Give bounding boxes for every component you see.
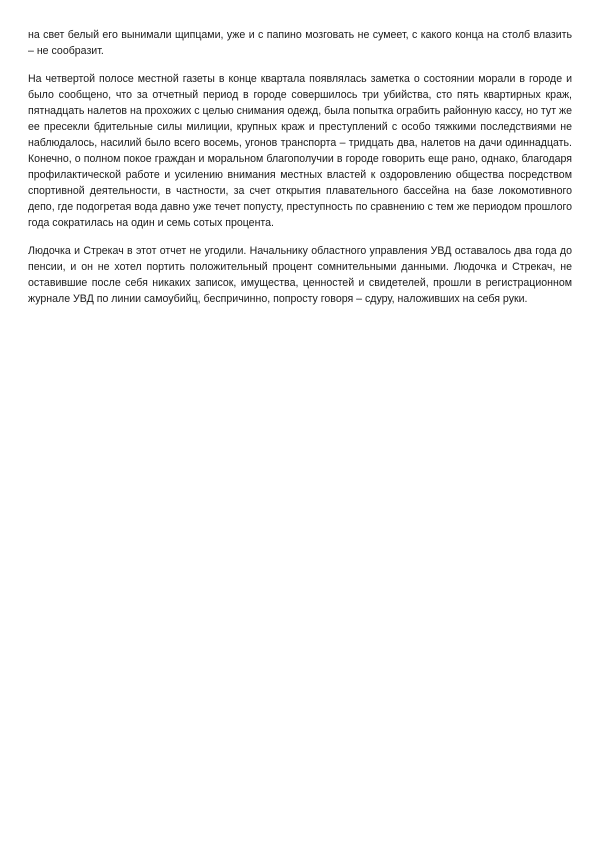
paragraph-3: Людочка и Стрекач в этот отчет не угодили. Начальнику областного управления УВД оставалось два года до пенсии, и он не хотел портить положительный процент сомнительными данными. Людочка и Стрекач, не оставившие после себя никаких записок, имущества, ценностей и свидетелей, прошли в регистрационном журнале УВД по линии самоубийц, беспричинно, попросту говоря – сдуру, наложивших на себя руки. xyxy=(28,245,572,305)
paragraph-1: на свет белый его вынимали щипцами, уже и с папино мозговать не сумеет, с какого конца на столб влазить – не сообразит. xyxy=(28,29,572,57)
paragraph-2: На четвертой полосе местной газеты в конце квартала появлялась заметка о состоянии морали в городе и было сообщено, что за отчетный период в городе совершилось три убийства, сто пять квартирных краж, пятнадцать налетов на прохожих с целью снимания одежд, была попытка ограбить районную кассу, но тут же ее пресекли бдительные силы милиции, крупных краж и преступлений с особо тяжкими последствиями не наблюдалось, насилий было всего восемь, угонов транспорта – тридцать два, налетов на дачи одиннадцать. Конечно, о полном покое граждан и моральном благополучии в городе говорить еще рано, однако, благодаря профилактической работе и усилению внимания местных властей к оздоровлению общества посредством спортивной деятельности, в частности, за счет открытия плавательного бассейна на базе локомотивного депо, где подогретая вода давно уже течет попусту, преступность по сравнению с тем же периодом прошлого года сократилась на один и семь сотых процента. xyxy=(28,73,572,229)
document-page xyxy=(28,27,572,319)
